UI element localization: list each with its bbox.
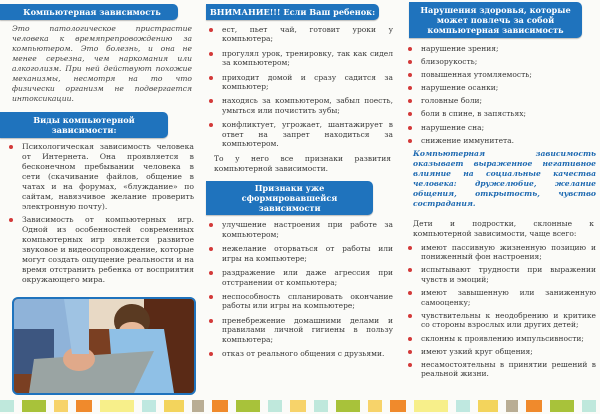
bullet-icon xyxy=(408,139,412,143)
list-item: повышенная утомляемость; xyxy=(399,70,600,80)
bullet-icon xyxy=(408,99,412,103)
list-item: отказ от реального общения с друзьями. xyxy=(200,349,397,358)
bullet-icon xyxy=(408,112,412,116)
attention-list xyxy=(200,25,397,148)
bullet-icon xyxy=(209,271,213,275)
stripe-block xyxy=(212,400,228,412)
stripe-block xyxy=(290,400,306,412)
list-item: испытывают трудности при выражении чувств и эмоций; xyxy=(399,265,600,284)
stripe-block xyxy=(582,400,596,412)
bullet-icon xyxy=(408,60,412,64)
title-health-effects: Нарушения здоровья, которые может повлечь за собой компьютерная зависимость xyxy=(420,5,571,35)
list-item: пренебрежение домашними делами и правилами личной гигиены в пользу компьютера; xyxy=(200,316,397,344)
stripe-block xyxy=(368,400,382,412)
banner-addiction-types xyxy=(0,112,168,138)
bullet-icon xyxy=(408,337,412,341)
children-intro: Дети и подростки, склонные к компьютерной зависимости, чаще всего: xyxy=(413,218,594,238)
list-item: улучшение настроения при работе за компьютером; xyxy=(200,220,397,239)
bullet-icon xyxy=(408,350,412,354)
stripe-block xyxy=(314,400,328,412)
addiction-types-list xyxy=(0,142,198,285)
banner-formed-addiction-signs xyxy=(206,181,373,215)
definition-text: Это патологическое пристрастие человека к времяпрепровождению за компьютером. Это болезнь, и она не менее серьезна, чем наркомания или алкоголизм. При ней действуют похожие механизмы, несмотря на то что физически организм не подвергается интоксикации. xyxy=(12,24,192,103)
bullet-icon xyxy=(209,52,213,56)
list-item: имеют узкий круг общения; xyxy=(399,347,600,357)
stripe-block xyxy=(336,400,360,412)
title-formed-addiction-signs: Признаки уже сформировавшейся зависимости xyxy=(241,183,338,214)
title-attention: ВНИМАНИЕ!!! Если Ваш ребенок: xyxy=(209,7,376,17)
stripe-block xyxy=(236,400,260,412)
photo-illustration xyxy=(14,299,194,393)
list-item: приходит домой и сразу садится за компьютер; xyxy=(200,73,397,92)
column-warning-signs xyxy=(200,0,397,396)
list-item: боли в спине, в запястьях; xyxy=(399,109,600,119)
list-item: нарушение сна; xyxy=(399,123,600,133)
column-health-effects xyxy=(399,0,600,396)
stripe-block xyxy=(456,400,470,412)
stripe-block xyxy=(192,400,204,412)
bullet-icon xyxy=(408,86,412,90)
bullet-icon xyxy=(209,295,213,299)
bullet-icon xyxy=(9,218,13,222)
stripe-block xyxy=(100,400,134,412)
title-computer-addiction: Компьютерная зависимость xyxy=(23,7,161,17)
stripe-block xyxy=(268,400,282,412)
list-item: имеют завышенную или заниженную самооценку; xyxy=(399,288,600,307)
banner-computer-addiction xyxy=(0,4,178,20)
stripe-block xyxy=(390,400,406,412)
bullet-icon xyxy=(209,247,213,251)
stripe-block xyxy=(54,400,68,412)
stripe-block xyxy=(414,400,448,412)
list-item: чувствительны к неодобрению и критике со стороны взрослых или других детей; xyxy=(399,311,600,330)
stripe-block xyxy=(22,400,46,412)
bullet-icon xyxy=(408,246,412,250)
list-item: неспособность спланировать окончание работы или игры на компьютере; xyxy=(200,292,397,311)
bullet-icon xyxy=(408,126,412,130)
bullet-icon xyxy=(408,363,412,367)
social-impact-note: Компьютерная зависимость оказывает выраженное негативное влияние на социальные качества человека: дружелюбие, желание общения, открытость, чувство сострадания. xyxy=(413,148,596,208)
list-item: Психологическая зависимость человека от Интернета. Она проявляется в бесконечном пребывании человека в сети (скачивание файлов, общение в чатах и на форумах, «блуждание» по сайтам, навязчивое желание проверить электронную почту). xyxy=(0,142,198,212)
stripe-block xyxy=(76,400,92,412)
list-item: снижение иммунитета. xyxy=(399,136,600,146)
stripe-block xyxy=(164,400,184,412)
list-item: ест, пьет чай, готовит уроки у компьютера; xyxy=(200,25,397,44)
list-item: Зависимость от компьютерных игр. Одной из особенностей современных компьютерных игр является развитое звуковое и видеосопровождение, которые могут создать ощущение реальности и на время отстранить ребенка от восприятия окружающего мира. xyxy=(0,215,198,285)
health-effects-list xyxy=(399,44,600,145)
bullet-icon xyxy=(408,314,412,318)
attention-conclusion: То у него все признаки развития компьютерной зависимости. xyxy=(214,154,391,174)
list-item: нежелание оторваться от работы или игры на компьютере; xyxy=(200,244,397,263)
stripe-block xyxy=(142,400,156,412)
list-item: нарушение зрения; xyxy=(399,44,600,54)
bullet-icon xyxy=(209,352,213,356)
bullet-icon xyxy=(408,73,412,77)
stripe-block xyxy=(526,400,542,412)
bullet-icon xyxy=(209,28,213,32)
list-item: имеют пассивную жизненную позицию и пониженный фон настроения; xyxy=(399,243,600,262)
stripe-block xyxy=(478,400,498,412)
list-item: несамостоятельны в принятии решений в реальной жизни. xyxy=(399,360,600,379)
stripe-block xyxy=(550,400,574,412)
bullet-icon xyxy=(408,47,412,51)
bullet-icon xyxy=(209,76,213,80)
list-item: нарушение осанки; xyxy=(399,83,600,93)
stripe-block xyxy=(0,400,14,412)
bullet-icon xyxy=(209,99,213,103)
list-item: склонны к проявлению импульсивности; xyxy=(399,334,600,344)
banner-health-effects xyxy=(409,2,582,38)
list-item: головные боли; xyxy=(399,96,600,106)
bullet-icon xyxy=(408,268,412,272)
bullet-icon xyxy=(209,123,213,127)
photo-parent-closing-laptop xyxy=(12,297,196,395)
list-item: раздражение или даже агрессия при отстранении от компьютера; xyxy=(200,268,397,287)
children-traits-list xyxy=(399,243,600,379)
bullet-icon xyxy=(209,319,213,323)
stripe-block xyxy=(506,400,518,412)
signs-list xyxy=(200,220,397,358)
bullet-icon xyxy=(209,223,213,227)
list-item: прогулял урок, тренировку, так как сидел за компьютером; xyxy=(200,49,397,68)
list-item: близорукость; xyxy=(399,57,600,67)
title-addiction-types: Виды компьютерной зависимости: xyxy=(33,115,135,135)
bullet-icon xyxy=(408,291,412,295)
list-item: конфликтует, угрожает, шантажирует в ответ на запрет находиться за компьютером. xyxy=(200,120,397,148)
decorative-color-stripe xyxy=(0,400,600,412)
banner-attention xyxy=(206,4,379,20)
bullet-icon xyxy=(9,145,13,149)
list-item: находясь за компьютером, забыл поесть, умыться или почистить зубы; xyxy=(200,96,397,115)
